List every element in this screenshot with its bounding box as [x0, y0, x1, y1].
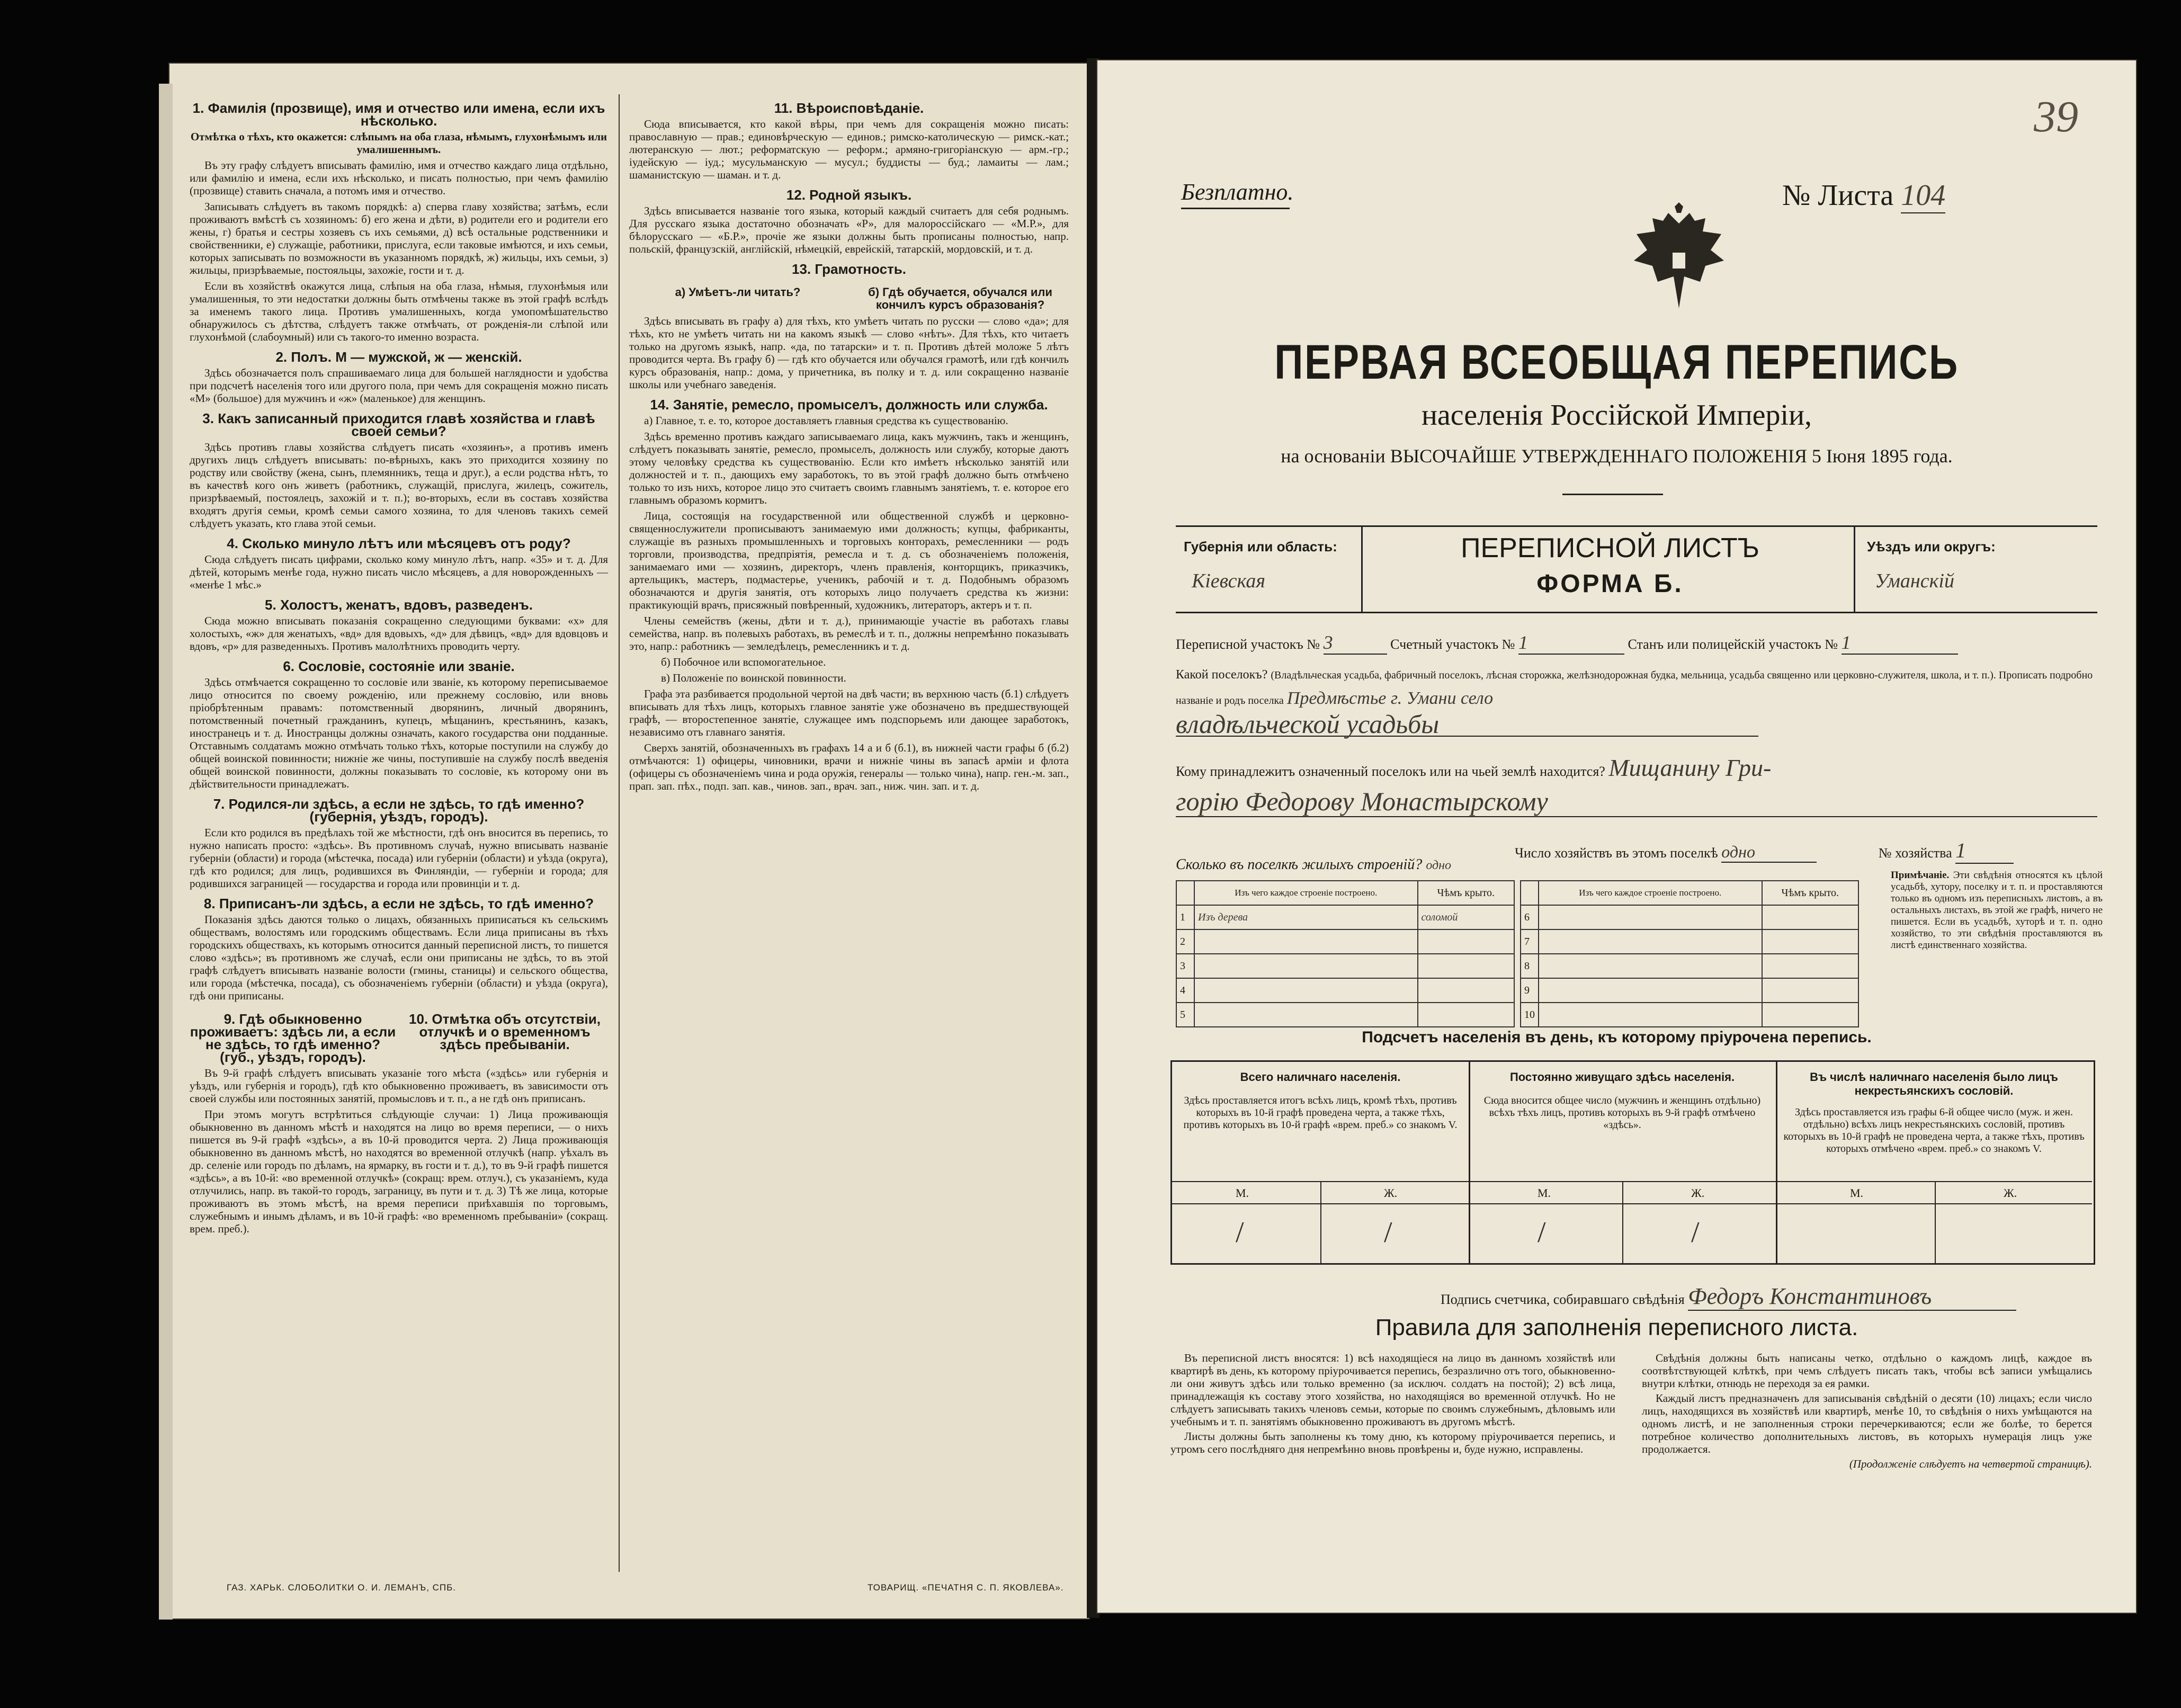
heading-13b: б) Гдѣ обучается, обучался или кончилъ курсъ образованія? — [868, 285, 1052, 311]
female-label: Ж. — [2004, 1186, 2017, 1200]
poselok-hint: (Владѣльческая усадьба, фабричный поселокъ, лѣсная сторожка, желѣзнодорожная будка, мельница, усадьба священно или церковно-служителя, школа, и т. п.). Прописать подробно названіе и родъ поселка — [1176, 669, 2093, 707]
households-value: одно — [1721, 842, 1817, 863]
poselok-value: Предмѣстье г. Умани село — [1286, 688, 1494, 708]
heading-13: 13. Грамотность. — [792, 261, 906, 277]
household-no-value: 1 — [1955, 838, 2014, 864]
male-count: / — [1538, 1216, 1546, 1249]
form-main-title: ПЕРВАЯ ВСЕОБЩАЯ ПЕРЕПИСЬ — [1274, 335, 1959, 389]
instructions-page — [168, 62, 1090, 1620]
heading-4: 4. Сколько минуло лѣтъ или мѣсяцевъ отъ роду? — [227, 535, 571, 551]
paragraph: Въ эту графу слѣдуетъ вписывать фамилію, имя и отчество каждаго лица отдѣльно, или фамилію и имена, если ихъ нѣсколько, и писать полностью, при чемъ фамилію (прозвище) ставить сначала, а потомъ имя и отчество. — [190, 159, 608, 197]
sheet-number-value: 104 — [1901, 178, 1945, 213]
rules-title: Правила для заполненія переписного листа. — [1375, 1314, 1858, 1340]
note-label: Примѣчаніе. — [1891, 870, 1950, 881]
stan-value: 1 — [1842, 631, 1958, 655]
male-label: М. — [1236, 1186, 1249, 1200]
female-label: Ж. — [1384, 1186, 1398, 1200]
household-no-label: № хозяйства — [1878, 845, 1952, 861]
paragraph: Записывать слѣдуетъ въ такомъ порядкѣ: а) сперва главу хозяйства; затѣмъ, если проживаютъ вмѣстѣ съ хозяиномъ: б) его жена и дѣти, в) родители его и родители его жены, г) братья и сестры хозяевъ съ ихъ семьями, д) всѣ остальные родственники и свойственники, е) служащіе, работники, прислуга, если таковые имѣются, и ихъ семьи, которых записывать по возможности въ указанномъ порядкѣ, ж) жильцы, ихъ семьи, з) жильцы, призрѣваемые, постояльцы, захожіе, гости и т. д. — [190, 200, 608, 276]
rules-column-1 — [1170, 1352, 1615, 1457]
heading-8: 8. Приписанъ-ли здѣсь, а если не здѣсь, то гдѣ именно? — [203, 896, 594, 911]
col-header: Изъ чего каждое строеніе построено. — [1194, 881, 1418, 905]
buildings-line — [1176, 856, 1451, 873]
poselok-value-cont: владѣльческой усадьбы — [1176, 712, 1758, 737]
header-divider — [1854, 527, 1855, 612]
paragraph: Здѣсь отмѣчается сокращенно то сословіе или званіе, къ которому переписываемое лицо относится по своему рожденію, или прежнему сословію, или вновь пріобрѣтенным правамъ: потомственный дворянинъ, личный дворянинъ, потомственный почетный гражданинъ, купецъ, мѣщанинъ, крестьянинъ, казакъ, иностранецъ и т. д. Иностранцы должны означать, какого государства они подданные. Отставнымъ солдатамъ можно отмѣчать только тѣхъ, которые поступили на службу до общей воинской повинности; нижніе же чины, поступившіе на службу послѣ введенія общей воинской повинности, должны показывать то сословіе, къ которому они въ дѣйствительности принадлежатъ. — [190, 676, 608, 790]
gubernia-value: Кіевская — [1192, 570, 1266, 592]
paragraph: Здѣсь обозначается полъ спрашиваемаго лица для большей наглядности и удобства при подсчетѣ населенія того или другого пола, при чемъ для сокращенія можно писать «М» (большое) для мужчинъ и «ж» (маленькое) для женщинъ. — [190, 366, 608, 405]
heading-1-sub: Отмѣтка о тѣхъ, кто окажется: слѣпымъ на оба глаза, нѣмымъ, глухонѣмымъ или умалишеннымъ. — [190, 130, 607, 156]
buildings-label: Сколько въ поселкѣ жилыхъ строеній? — [1176, 856, 1423, 873]
count-col-total-head: Всего наличнаго населенія. — [1240, 1070, 1401, 1084]
paragraph: Если кто родился въ предѣлахъ той же мѣстности, гдѣ онъ вносится въ перепись, то нужно написать просто: «здѣсь». Въ противномъ случаѣ, нужно вписывать названіе губерніи (области) и города (мѣстечка, посада) или губерніи (области) и уѣзда (округа), гдѣ кто родился; для лицъ, родившихся въ Финляндіи, — губерніи и города; для родившихся заграницей — государства и города или провинціи и т. д. — [190, 826, 608, 890]
count-col-resident-head: Постоянно живущаго здѣсь населенія. — [1509, 1070, 1735, 1084]
settlement-block — [1176, 663, 2097, 741]
owner-value: Мищанину Гри- — [1608, 754, 1772, 781]
paragraph: Графа эта разбивается продольной чертой на двѣ части; въ верхнюю часть (б.1) слѣдуетъ вписывать для тѣхъ лицъ, которыхъ главное занятіе уже обозначено въ предшествующей графѣ, — второстепенное занятіе, служащее имъ подспорьемъ или дающее заработокъ, независимо отъ главнаго занятія. — [629, 687, 1069, 738]
count-col-total — [1172, 1062, 1470, 1263]
paragraph: Въ переписной листъ вносятся: 1) всѣ находящіеся на лицо въ данномъ хозяйствѣ или квартирѣ въ день, къ которому пріурочивается перепись, безразлично отъ того, обыкновенно-ли они живутъ здѣсь или только временно (за исключ. солдатъ на постой); 2) всѣ лица, принадлежащія къ составу этого хозяйства, но находящіяся во временной отлучкѣ. Но не слѣдуетъ записывать такихъ членовъ семьи, которые по своимъ служебнымъ, дѣловымъ или учебнымъ и т. п. занятіямъ обыкновенно проживаютъ въ другомъ мѣстѣ. — [1170, 1352, 1615, 1428]
paragraph: а) Главное, т. е. то, которое доставляетъ главныя средства къ существованію. — [644, 414, 1008, 427]
form-title: ПЕРЕПИСНОЙ ЛИСТЪ — [1461, 533, 1759, 564]
paragraph: Сюда вписывается, кто какой вѣры, при чемъ для сокращенія можно писать: православную — прав.; единовѣрческую — единов.; римско-католическую — римск.-кат.; лютеранскую — лют.; реформатскую — реформ.; армяно-григоріанскую — арм.-гр.; іудейскую — іуд.; мусульманскую — мусул.; буддисты — буд.; ламаиты — лам.; шаманистскую — шаман. и т. д. — [629, 118, 1069, 181]
mf-divider — [1622, 1182, 1623, 1264]
paragraph: Листы должны быть заполнены къ тому дню, къ которому пріурочивается перепись, и утромъ сего послѣдняго дня непремѣнно вновь провѣрены и, буде нужно, исправлены. — [1170, 1430, 1615, 1455]
paragraph: Если въ хозяйствѣ окажутся лица, слѣпыя на оба глаза, нѣмыя, глухонѣмыя или умалишенныя, то эти недостатки должны быть отмѣчены также въ этой графѣ вслѣдъ за именемъ такого лица. Противъ умалишенныхъ, когда умопомѣшательство обнаружилось съ дѣтства, слѣдуетъ также отмѣчать, от рожденія-ли слѣпой или глухонѣмой (слабоумный) или съ такого-то именно возраста. — [190, 280, 608, 343]
free-underline — [1181, 208, 1290, 209]
buildings-table-1: Изъ чего каждое строеніе построено. Чѣмъ крыто. 1 Изъ дерева соломой 2 3 4 5 — [1176, 880, 1515, 1027]
paragraph: Каждый листъ предназначенъ для записыванія свѣдѣній о десяти (10) лицахъ; если число лицъ, находящихся въ хозяйствѣ или квартирѣ, менѣе 10, то свѣдѣнія о нихъ умѣщаются на одномъ листѣ, и не заполненныя строки перечеркиваются; если же болѣе, то берется потребное количество дополнительныхъ листовъ, въ которыхъ нумерація лицъ уже продолжается. — [1642, 1392, 2092, 1455]
households-label: Число хозяйствъ въ этомъ поселкѣ — [1515, 845, 1718, 861]
stan-label: Станъ или полицейскій участокъ № — [1628, 637, 1838, 652]
paragraph: Здѣсь вписывается названіе того языка, который каждый считаетъ для себя роднымъ. Для русскаго языка достаточно обозначать «Р», для малороссійскаго — «М.Р.», для бѣлорусскаго — «Б.Р.», прочіе же языки должны быть прописаны полностью, напр. польскій, французскій, англійскій, нѣмецкій, еврейскій, татарскій, мордовскій, и т. д. — [629, 204, 1069, 255]
perep-uch-label: Переписной участокъ № — [1176, 637, 1320, 652]
instructions-column-2 — [629, 94, 1069, 795]
heading-12: 12. Родной языкъ. — [786, 187, 912, 203]
free-label: Безплатно. — [1181, 179, 1294, 205]
heading-11: 11. Вѣроисповѣданіе. — [774, 100, 924, 116]
paragraph: Здѣсь вписывать въ графу а) для тѣхъ, кто умѣетъ читать по русски — слово «да»; для тѣхъ, кто не умѣетъ читать ни на какомъ языкѣ — слово «нѣтъ». Для тѣхъ, кто читаетъ только на другомъ языкѣ, напр. «да, по татарски» и т. п. Противъ дѣтей моложе 5 лѣтъ проводится черта. Въ графу б) — гдѣ кто обучается или обучался грамотѣ, или гдѣ кончилъ курсъ образованія, напр.: дома, у причетника, въ полку и т. д. или сокращенно названіе школы или учебнаго заведенія. — [629, 315, 1069, 391]
paragraph: Сюда слѣдуетъ писать цифрами, сколько кому минуло лѣтъ, напр. «35» и т. д. Для дѣтей, которымъ менѣе года, нужно писать число мѣсяцевъ, а для новорожденныхъ — «менѣе 1 мѣс.» — [190, 553, 608, 591]
col-header: Изъ чего каждое строеніе построено. — [1539, 881, 1762, 905]
gubernia-label: Губернія или область: — [1184, 539, 1337, 555]
heading-14b: б) Побочное или вспомогательное. — [661, 656, 826, 668]
households-line — [1515, 838, 2014, 864]
female-count: / — [1691, 1216, 1700, 1249]
note-text: Эти свѣдѣнія относятся къ цѣлой усадьбѣ, хутору, поселку и т. п. и проставляются только въ одномъ изъ переписныхъ листовъ, а въ остальныхъ листахъ, въ этой же графѣ, ничего не пишется. Если въ усадьбѣ, хуторѣ и т. п. одно хозяйство, то эти свѣдѣнія проставляются въ листѣ единственнаго хозяйства. — [1891, 870, 2103, 951]
sheet-number-label: № Листа — [1782, 179, 1894, 212]
uezd-label: Уѣздъ или округъ: — [1867, 539, 1996, 555]
paragraph: Члены семействъ (жены, дѣти и т. д.), принимающіе участіе въ работахъ главы семейства, напр. въ полевыхъ работахъ, въ ремеслѣ и т. п., должны непремѣнно показывать это, напр.: работникъ — земледѣлецъ, ремесленникъ и т. д. — [629, 614, 1069, 652]
heading-3: 3. Какъ записанный приходится главѣ хозяйства и главѣ своей семьи? — [202, 410, 595, 439]
schet-uch-label: Счетный участокъ № — [1390, 637, 1515, 652]
poselok-label: Какой поселокъ? — [1176, 668, 1268, 682]
buildings-value: одно — [1426, 859, 1452, 872]
district-line — [1176, 631, 2097, 655]
heading-6: 6. Сословіе, состояніе или званіе. — [283, 658, 515, 674]
column-divider — [619, 94, 620, 1572]
mf-row — [1172, 1181, 1469, 1204]
instructions-column-1 — [190, 94, 608, 1238]
schet-uch-value: 1 — [1518, 631, 1624, 655]
male-count: / — [1236, 1216, 1244, 1249]
mf-divider — [1935, 1182, 1936, 1264]
form-basis: на основаніи ВЫСОЧАЙШЕ УТВЕРЖДЕННАГО ПОЛОЖЕНІЯ 5 Іюня 1895 года. — [1281, 445, 1953, 467]
perep-uch-value: 3 — [1324, 631, 1387, 655]
paragraph: Сверхъ занятій, обозначенныхъ въ графахъ 14 а и б (б.1), въ нижней части графы б (б.2) отмѣчаются: 1) офицеры, чиновники, врачи и нижніе чины въ запасѣ арміи и флота (офицеры съ обозначеніемъ чина и рода оружія, генералы — только чина), напр. ген.-м. зап., прап. зап. пѣх., подп. зап. кав., чинов. зап., врач. зап., ниж. чин. зап. и т. д. — [629, 741, 1069, 792]
count-col-total-text: Здѣсь проставляется итогъ всѣхъ лицъ, кромѣ тѣхъ, противъ которыхъ въ 10-й графѣ проведена черта, а также тѣхъ, противъ которыхъ въ 10-й графѣ «врем. преб.» со знакомъ V. — [1183, 1095, 1458, 1131]
heading-5: 5. Холостъ, женатъ, вдовъ, разведенъ. — [265, 597, 533, 613]
heading-9: 9. Гдѣ обыкновенно проживаетъ: здѣсь ли, а если не здѣсь, то гдѣ именно? (губ., уѣздъ, городъ). — [190, 1011, 396, 1065]
mf-row — [1469, 1181, 1776, 1204]
paragraph: Здѣсь противъ главы хозяйства слѣдуетъ писать «хозяинъ», а противъ именъ другихъ лицъ слѣдуетъ вписывать: по-вѣрныхъ, какъ это приходится хозяину по родству или свойству (жена, сынъ, племянникъ, теща и друг.), а если родства нѣтъ, то въ качествѣ кого онъ живетъ (работникъ, служащій, прислуга, жилецъ, сожитель, призрѣваемый, постоялецъ, захожій и т. п.); во-вторыхъ, если въ составъ хозяйства входятъ другія семьи, кромѣ семьи самого хозяина, то для членовъ такихъ семей слѣдуетъ указать, кто глава этой семьи. — [190, 441, 608, 530]
printer-imprint-left: ГАЗ. ХАРЬК. СЛОБОЛИТКИ О. И. ЛЕМАНЪ, СПБ. — [227, 1582, 457, 1593]
signature-label: Подпись счетчика, собиравшаго свѣдѣнія — [1441, 1292, 1685, 1307]
mf-row — [1776, 1181, 2092, 1204]
header-box — [1176, 525, 2097, 613]
printer-imprint-right: ТОВАРИЩ. «ПЕЧАТНЯ С. П. ЯКОВЛЕВА». — [868, 1582, 1064, 1593]
form-subtitle: населенія Россійской Имперіи, — [1421, 399, 1812, 432]
form-type: ФОРМА Б. — [1536, 570, 1684, 598]
female-count: / — [1384, 1216, 1392, 1249]
heading-7: 7. Родился-ли здѣсь, а если не здѣсь, то гдѣ именно? (губернія, уѣздъ, городъ). — [213, 796, 585, 825]
heading-14c: в) Положеніе по воинской повинности. — [661, 672, 846, 684]
buildings-table-2: Изъ чего каждое строеніе построено. Чѣмъ крыто. 6 7 8 9 10 — [1520, 880, 1859, 1027]
heading-13a: а) Умѣетъ-ли читать? — [675, 285, 801, 299]
heading-14: 14. Занятіе, ремесло, промыселъ, должность или служба. — [650, 397, 1048, 413]
paragraph: Показанія здѣсь даются только о лицахъ, обязанныхъ приписаться къ сельскимъ обществамъ, волостямъ или городскимъ обществамъ. Если лица приписаны въ тѣхъ городскихъ обществахъ, къ которымъ относится данный переписной листъ, то пишется слово «здѣсь»; въ противномъ же случаѣ, если они приписаны не здѣсь, то въ этой графѣ слѣдуетъ вписывать названіе волости (гмины, станицы) и сельского общества, или города (мѣстечка, посада), съ обозначеніемъ губерніи (области) и уѣзда (округа), гдѣ они приписаны. — [190, 913, 608, 1002]
count-col-nonpeasant-head: Въ числѣ наличнаго населенія было лицъ некрестьянскихъ сословій. — [1810, 1070, 2058, 1097]
header-divider — [1361, 527, 1363, 612]
count-col-resident-text: Сюда вносится общее число (мужчинъ и женщинъ отдѣльно) всѣхъ тѣхъ лицъ, противъ которыхъ въ 9-й графѣ отмѣчено «здѣсь». — [1483, 1095, 1761, 1131]
heading-2: 2. Полъ. М — мужской, ж — женскій. — [275, 349, 522, 365]
paragraph: Здѣсь временно противъ каждаго записываемаго лица, какъ мужчинъ, такъ и женщинъ, слѣдуетъ показывать занятіе, ремесло, промыселъ, должность или службу, которые даютъ этому человѣку средства къ существованію. Если кто имѣетъ нѣсколько занятій или должностей и т. п., дающихъ ему заработокъ, то въ этой графѣ должно быть отмѣчено только то изъ нихъ, которое лицо это считаетъ своимъ главнымъ занятіемъ, т. е. которое его главнымъ образомъ кормитъ. — [629, 430, 1069, 506]
mf-divider — [1320, 1182, 1321, 1264]
count-col-nonpeasant — [1776, 1062, 2092, 1263]
heading-10: 10. Отмѣтка объ отсутствіи, отлучкѣ и о временномъ здѣсь пребываніи. — [409, 1011, 601, 1052]
paragraph: Сюда можно вписывать показанія сокращенно следующими буквами: «х» для холостыхъ, «ж» для женатыхъ, «вд» для вдовыхъ, «д» для дѣвицъ, «вд» для вдовцовъ и вдовъ, «р» для разведенныхъ. Противъ малолѣтнихъ проводить черту. — [190, 614, 608, 652]
buildings-note — [1891, 870, 2103, 951]
population-count-box — [1170, 1060, 2095, 1265]
rules-continued: (Продолженіе слѣдуетъ на четвертой страницѣ). — [1849, 1457, 2092, 1470]
col-header: Чѣмъ крыто. — [1418, 881, 1515, 905]
owner-value-cont: горію Федорову Монастырскому — [1176, 786, 2097, 817]
paragraph: Лица, состоящія на государственной или общественной службѣ и церковно-священнослужители прописываютъ занимаемую ими должность; купцы, фабриканты, служащіе въ разныхъ промышленныхъ и торговыхъ конторахъ, ремесленники — родъ торговли, производства, предпріятія, ремесла и т. д. съ обозначеніемъ положенія, занимаемаго ими — хозяинъ, директоръ, членъ правленія, конторщикъ, приказчикъ, артельщикъ, мастеръ, подмастерье, ученикъ, рабочій и т. д. Подобнымъ образомъ обозначаются и другія занятія, отъ которыхъ лицо получаетъ средства къ жизни: практикующій врачъ, присяжный повѣренный, художникъ, литераторъ, актеръ и т. п. — [629, 509, 1069, 611]
sheet-number — [1782, 178, 1945, 213]
roof-cell: соломой — [1418, 905, 1515, 929]
signature-value: Федоръ Константиновъ — [1688, 1283, 2016, 1311]
paragraph: Свѣдѣнія должны быть написаны четко, отдѣльно о каждомъ лицѣ, каждое въ соотвѣтствующей клѣткѣ, при чемъ слѣдуетъ писать такъ, чтобы всѣ записи умѣщались внутри клѣтки, отнюдь не переходя за ея рамки. — [1642, 1352, 2092, 1390]
owner-block — [1176, 753, 2097, 821]
uezd-value: Уманскій — [1875, 570, 1954, 592]
heading-1: 1. Фамилія (прозвище), имя и отчество или имена, если ихъ нѣсколько. — [192, 100, 605, 129]
title-divider — [1562, 494, 1663, 495]
enumerator-signature-line — [1441, 1283, 2016, 1311]
census-form-page — [1096, 59, 2137, 1614]
male-label: М. — [1538, 1186, 1551, 1200]
female-label: Ж. — [1691, 1186, 1705, 1200]
rules-column-2 — [1642, 1352, 2092, 1472]
male-label: М. — [1850, 1186, 1864, 1200]
count-col-resident — [1469, 1062, 1777, 1263]
col-header: Чѣмъ крыто. — [1762, 881, 1859, 905]
material-cell: Изъ дерева — [1194, 905, 1418, 929]
count-col-nonpeasant-text: Здѣсь проставляется изъ графы 6-й общее число (муж. и жен. отдѣльно) всѣхъ лицъ некрестьянскихъ сословій, противъ которыхъ въ 10-й графѣ не проведена черта, а также тѣхъ, противъ которыхъ отмѣчено «врем. преб.» со знакомъ V. — [1783, 1106, 2085, 1155]
archive-page-number: 39 — [2034, 92, 2078, 141]
population-count-title: Подсчетъ населенія въ день, къ которому пріурочена перепись. — [1362, 1029, 1872, 1046]
double-headed-eagle-emblem — [1626, 202, 1732, 324]
paragraph: При этомъ могутъ встрѣтиться слѣдующіе случаи: 1) Лица проживающія обыкновенно въ данномъ мѣстѣ и находятся на лицо во время переписи, — о нихъ пишется въ 9-й графѣ «здѣсь», а въ 10-й проводится черта. 2) Лица проживающія обыкновенно въ данномъ мѣстѣ, но находятся во временной отлучкѣ (напр. уѣхалъ въ др. селеніе или городъ по дѣламъ, на ярмарку, въ гости и т. д.), то въ 9-й графѣ пишется «здѣсь», а въ 10-й: «во временной отлучкѣ» (сокращ: врем. отлуч.), съ указаніемъ, куда отлучились, напр. въ такой-то городъ, заграницу, въ пути и т. д. 3) Тѣ же лица, которые проживаютъ въ этомъ мѣстѣ, на время переписи приѣхавшія по торговымъ, служебнымъ и инымъ дѣламъ, и въ 10-й графѣ: «во временномъ пребываніи» (сокращ. врем. преб.). — [190, 1108, 608, 1235]
paragraph: Въ 9-й графѣ слѣдуетъ вписывать указаніе того мѣста («здѣсь» или губернія и уѣздъ, или губернія и городъ), гдѣ кто обыкновенно проживаетъ, въ зависимости отъ своей службы или постоянных занятій, промысловъ и т. п., а не гдѣ онъ приписанъ. — [190, 1067, 608, 1105]
owner-label: Кому принадлежитъ означенный поселокъ или на чьей землѣ находится? — [1176, 764, 1605, 779]
